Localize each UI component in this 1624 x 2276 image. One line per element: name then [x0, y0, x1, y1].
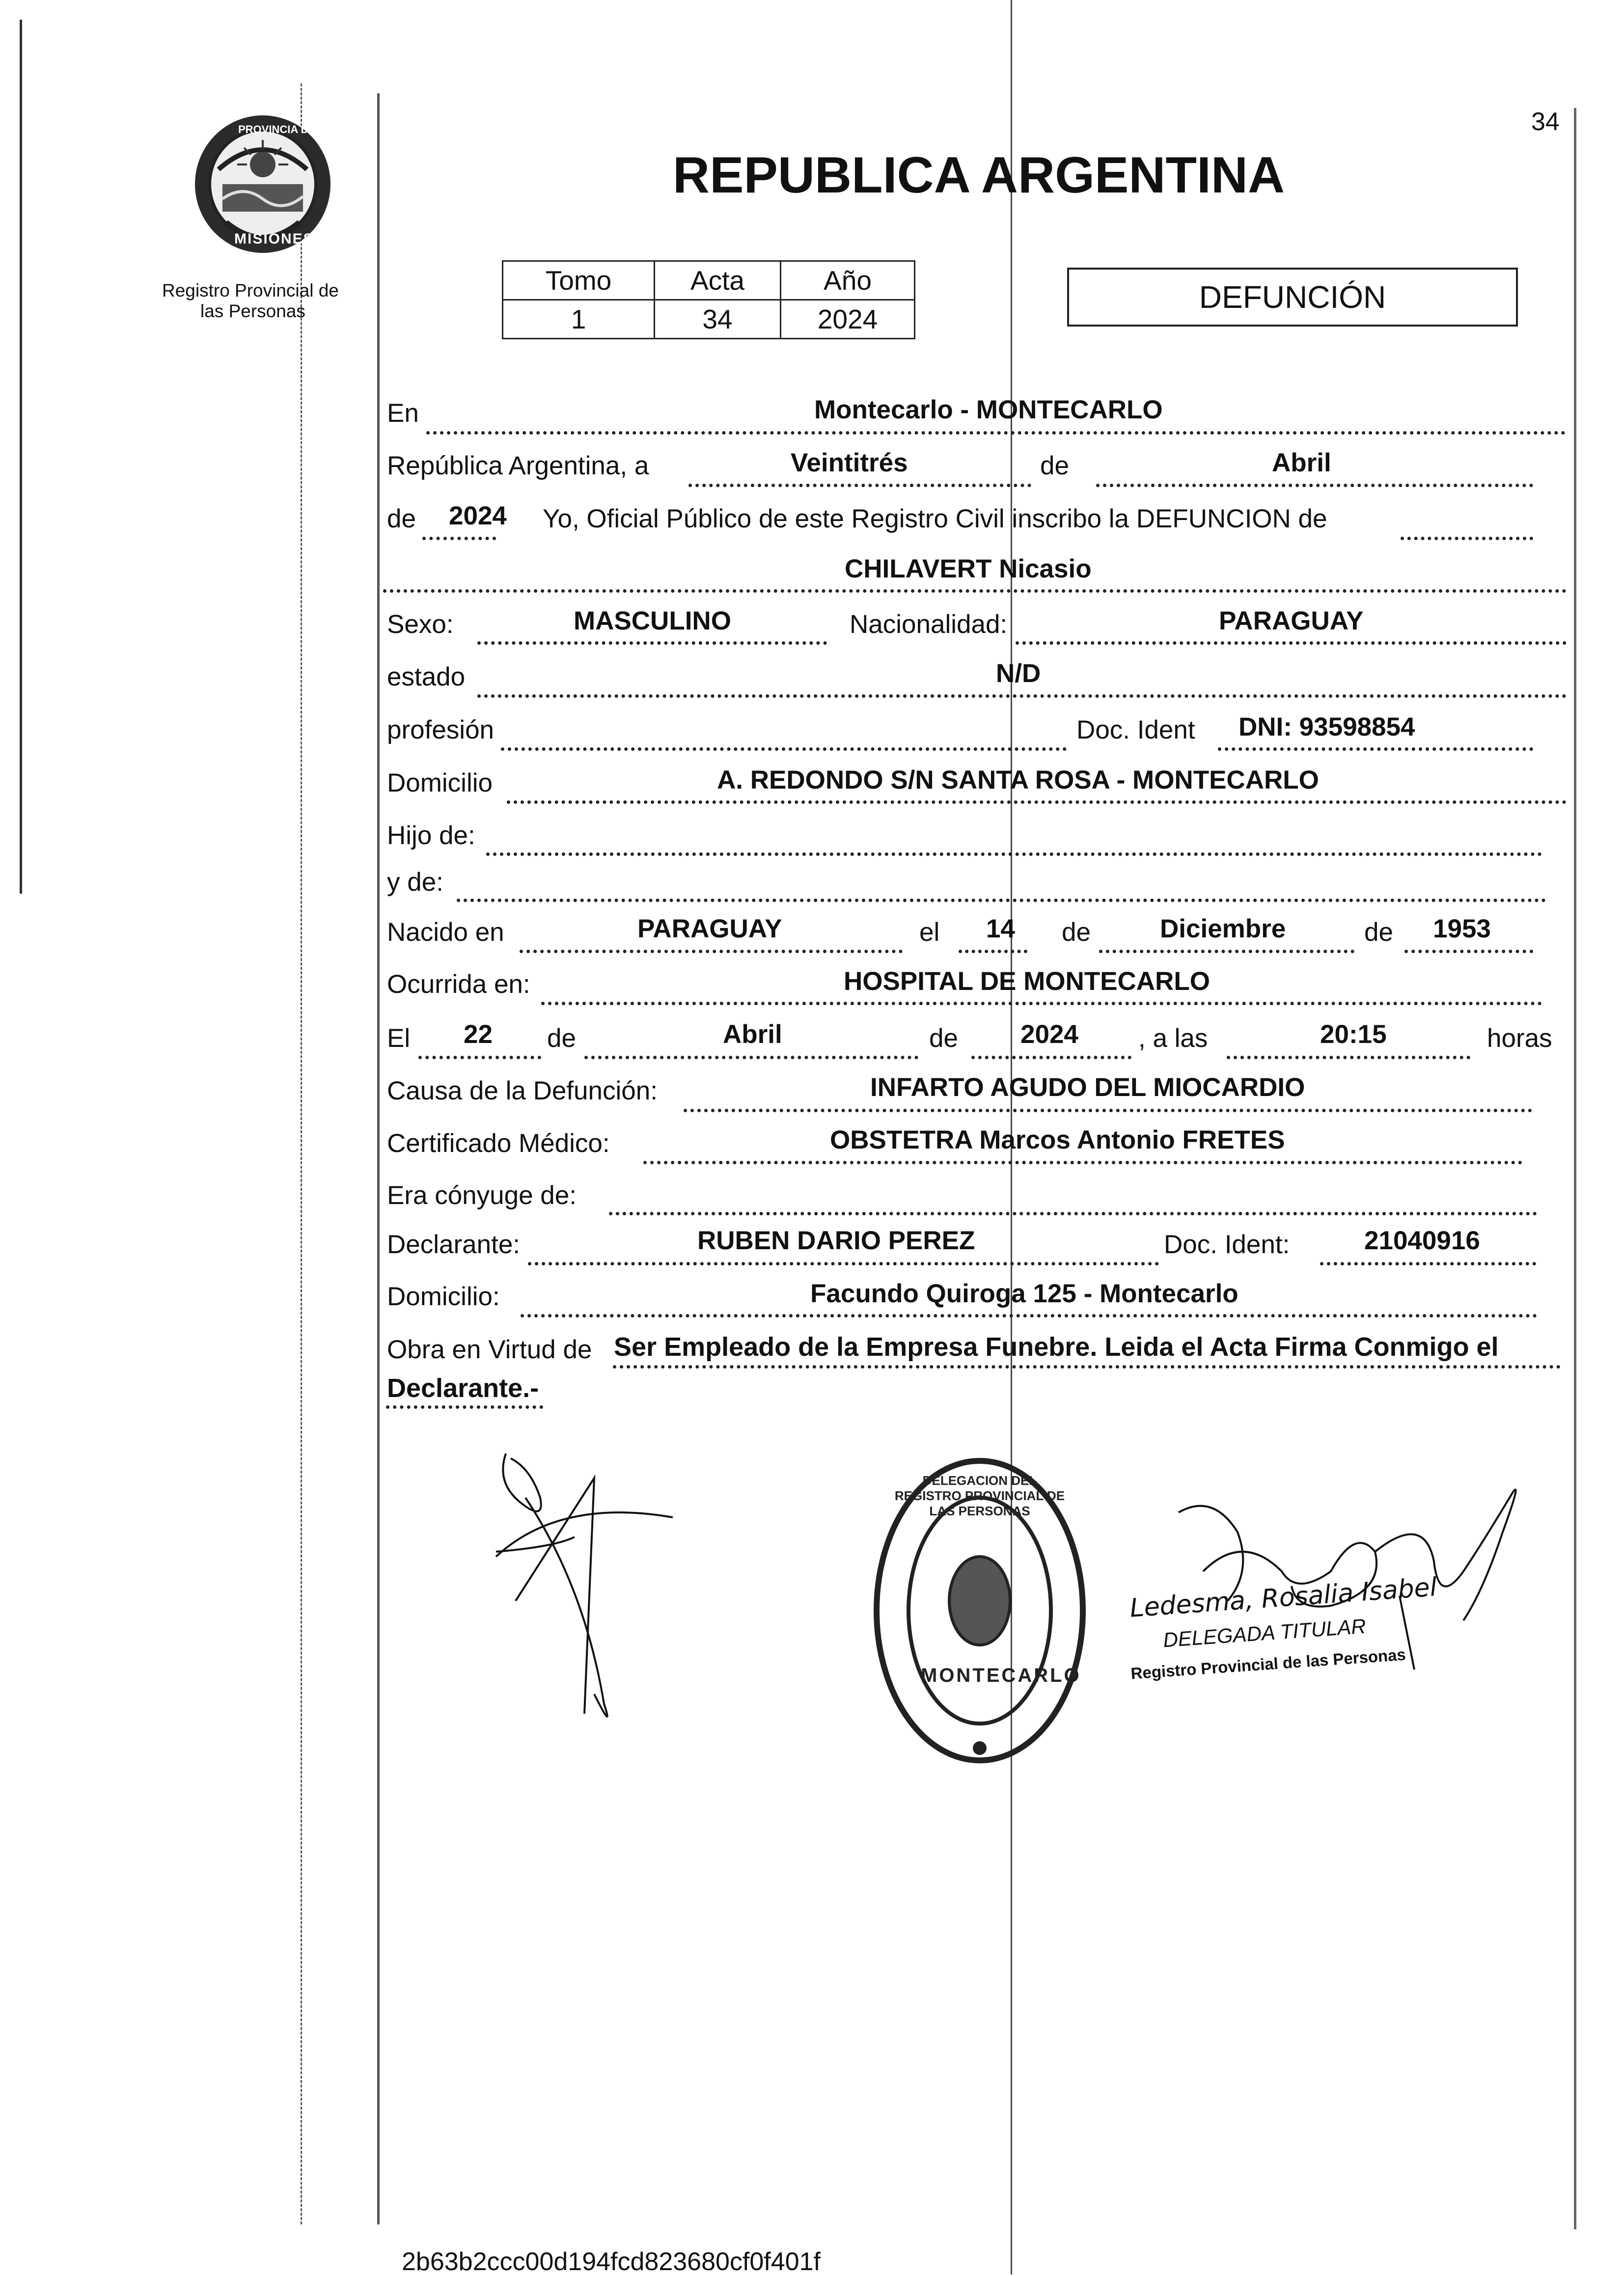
conyuge-label: Era cónyuge de:	[387, 1181, 577, 1210]
registry-stamp	[869, 1453, 1090, 1768]
hijo-label: Hijo de:	[387, 821, 475, 850]
de-label-3: de	[1364, 918, 1393, 947]
alas-label: , a las	[1138, 1024, 1208, 1053]
domicilio-label-2: Domicilio:	[387, 1282, 500, 1311]
anio-header: Año	[781, 261, 915, 300]
year-prefix-label: de	[387, 504, 416, 533]
declarante-doc-line	[1320, 1262, 1536, 1265]
domicilio-value: A. REDONDO S/N SANTA ROSA - MONTECARLO	[717, 766, 1319, 795]
deceased-name-value: CHILAVERT Nicasio	[845, 554, 1092, 583]
obra-line-2	[386, 1405, 543, 1409]
sexo-line	[477, 641, 827, 645]
profesion-label: profesión	[387, 715, 495, 744]
death-time-value: 20:15	[1320, 1020, 1387, 1049]
anio-value: 2024	[781, 300, 915, 339]
record-type-label: DEFUNCIÓN	[1199, 279, 1386, 315]
official-office: Registro Provincial de las Personas	[1130, 1645, 1406, 1683]
death-month-line	[584, 1056, 918, 1059]
province-seal	[189, 110, 336, 258]
doc-ident-label-2: Doc. Ident:	[1164, 1230, 1290, 1259]
doc-ident-value: DNI: 93598854	[1239, 713, 1415, 741]
horas-label: horas	[1487, 1024, 1552, 1053]
estado-line	[477, 694, 1567, 698]
domicilio-value-2: Facundo Quiroga 125 - Montecarlo	[810, 1279, 1239, 1308]
declarante-label: Declarante:	[387, 1230, 521, 1259]
birth-year-line	[1404, 950, 1533, 953]
estado-label: estado	[387, 662, 466, 691]
republica-label: República Argentina, a	[387, 451, 649, 480]
causa-line	[684, 1109, 1532, 1112]
tomo-header: Tomo	[503, 261, 655, 300]
domicilio-line	[507, 800, 1567, 804]
certificado-label: Certificado Médico:	[387, 1129, 610, 1158]
death-year-value: 2024	[1020, 1020, 1078, 1049]
de-label-4: de	[547, 1024, 576, 1053]
birth-month-value: Diciembre	[1160, 914, 1286, 943]
record-table-value-row	[503, 300, 915, 339]
stamp-inner-text: MONTECARLO	[921, 1665, 1081, 1686]
record-table	[502, 260, 915, 339]
profesion-line	[501, 747, 1067, 751]
death-year-line	[971, 1056, 1131, 1059]
causa-value: INFARTO AGUDO DEL MIOCARDIO	[870, 1073, 1305, 1102]
page-title: REPUBLICA ARGENTINA	[673, 147, 1285, 204]
yde-label: y de:	[387, 868, 443, 897]
tomo-value: 1	[503, 300, 655, 339]
domicilio-line-2	[521, 1314, 1537, 1317]
obra-value-line2: Declarante.-	[387, 1373, 539, 1403]
el-label-1: el	[919, 918, 940, 947]
stamp-ring-text: DELEGACION DEL REGISTRO PROVINCIAL DE LAS PERSONAS	[894, 1473, 1065, 1518]
seal-text-top: PROVINCIA DE	[238, 123, 316, 136]
logo-caption-line1: Registro Provincial de	[162, 280, 339, 301]
nacionalidad-value: PARAGUAY	[1219, 606, 1364, 635]
doc-ident-label: Doc. Ident	[1076, 715, 1195, 744]
birth-day-line	[959, 950, 1027, 953]
left-margin-line	[301, 83, 302, 2224]
oficial-text: Yo, Oficial Público de este Registro Civil inscribo la DEFUNCION de	[543, 504, 1327, 533]
month-value: Abril	[1272, 448, 1331, 477]
nacido-value: PARAGUAY	[637, 914, 782, 943]
declarante-value: RUBEN DARIO PEREZ	[697, 1226, 975, 1255]
declarante-line	[528, 1262, 1159, 1265]
ocurrida-label: Ocurrida en:	[387, 970, 530, 999]
ocurrida-value: HOSPITAL DE MONTECARLO	[844, 967, 1210, 996]
oficial-tail-line	[1401, 537, 1533, 540]
death-time-line	[1227, 1056, 1470, 1059]
conyuge-line	[609, 1212, 1537, 1215]
official-name: Ledesma, Rosalia Isabel	[1129, 1572, 1438, 1623]
en-line	[426, 431, 1566, 435]
yde-line	[457, 899, 1546, 902]
de-label-2: de	[1062, 918, 1091, 947]
sexo-label: Sexo:	[387, 610, 454, 639]
en-label: En	[387, 399, 419, 428]
sexo-value: MASCULINO	[574, 606, 731, 635]
nacionalidad-line	[1016, 641, 1567, 645]
death-day-line	[418, 1056, 541, 1059]
form-right-border	[1574, 108, 1576, 2229]
estado-value: N/D	[996, 659, 1041, 688]
declarante-doc-value: 21040916	[1364, 1226, 1480, 1255]
record-table-header-row	[503, 261, 915, 300]
form-left-border	[377, 93, 380, 2224]
declarante-signature	[486, 1439, 692, 1733]
year-value: 2024	[449, 501, 507, 530]
obra-value-line1: Ser Empleado de la Empresa Funebre. Leida el Acta Firma Conmigo el	[614, 1332, 1499, 1362]
doc-ident-line	[1218, 747, 1533, 751]
obra-label: Obra en Virtud de	[387, 1335, 592, 1364]
logo-caption-line2: las Personas	[200, 301, 305, 321]
nacido-label: Nacido en	[387, 918, 504, 947]
month-line	[1096, 484, 1533, 487]
birth-year-value: 1953	[1433, 914, 1491, 943]
acta-header: Acta	[655, 261, 781, 300]
acta-value: 34	[655, 300, 781, 339]
birth-month-line	[1099, 950, 1354, 953]
certificado-value: OBSTETRA Marcos Antonio FRETES	[830, 1125, 1285, 1154]
de-label-1: de	[1040, 451, 1069, 480]
death-day-value: 22	[464, 1020, 493, 1049]
ocurrida-line	[541, 1002, 1542, 1005]
year-line	[422, 537, 496, 540]
official-title: DELEGADA TITULAR	[1162, 1614, 1367, 1652]
el-label-2: El	[387, 1024, 411, 1053]
nacionalidad-label: Nacionalidad:	[850, 610, 1008, 639]
left-binding-edge	[20, 20, 22, 894]
de-label-5: de	[929, 1024, 958, 1053]
document-hash: 2b63b2ccc00d194fcd823680cf0f401f	[402, 2248, 821, 2276]
birth-day-value: 14	[986, 914, 1015, 943]
obra-line-1	[613, 1365, 1561, 1369]
death-month-value: Abril	[723, 1020, 782, 1049]
seal-text-bottom: MISIONES	[234, 231, 314, 247]
nacido-line	[520, 950, 903, 953]
day-line	[688, 484, 1031, 487]
hijo-line	[486, 852, 1542, 856]
certificado-line	[643, 1161, 1522, 1164]
deceased-name-line	[383, 589, 1567, 593]
en-value: Montecarlo - MONTECARLO	[814, 395, 1163, 424]
causa-label: Causa de la Defunción:	[387, 1076, 658, 1105]
domicilio-label: Domicilio	[387, 768, 493, 797]
page-number: 34	[1531, 108, 1560, 136]
record-type-box	[1067, 268, 1518, 327]
day-words-value: Veintitrés	[791, 448, 908, 477]
